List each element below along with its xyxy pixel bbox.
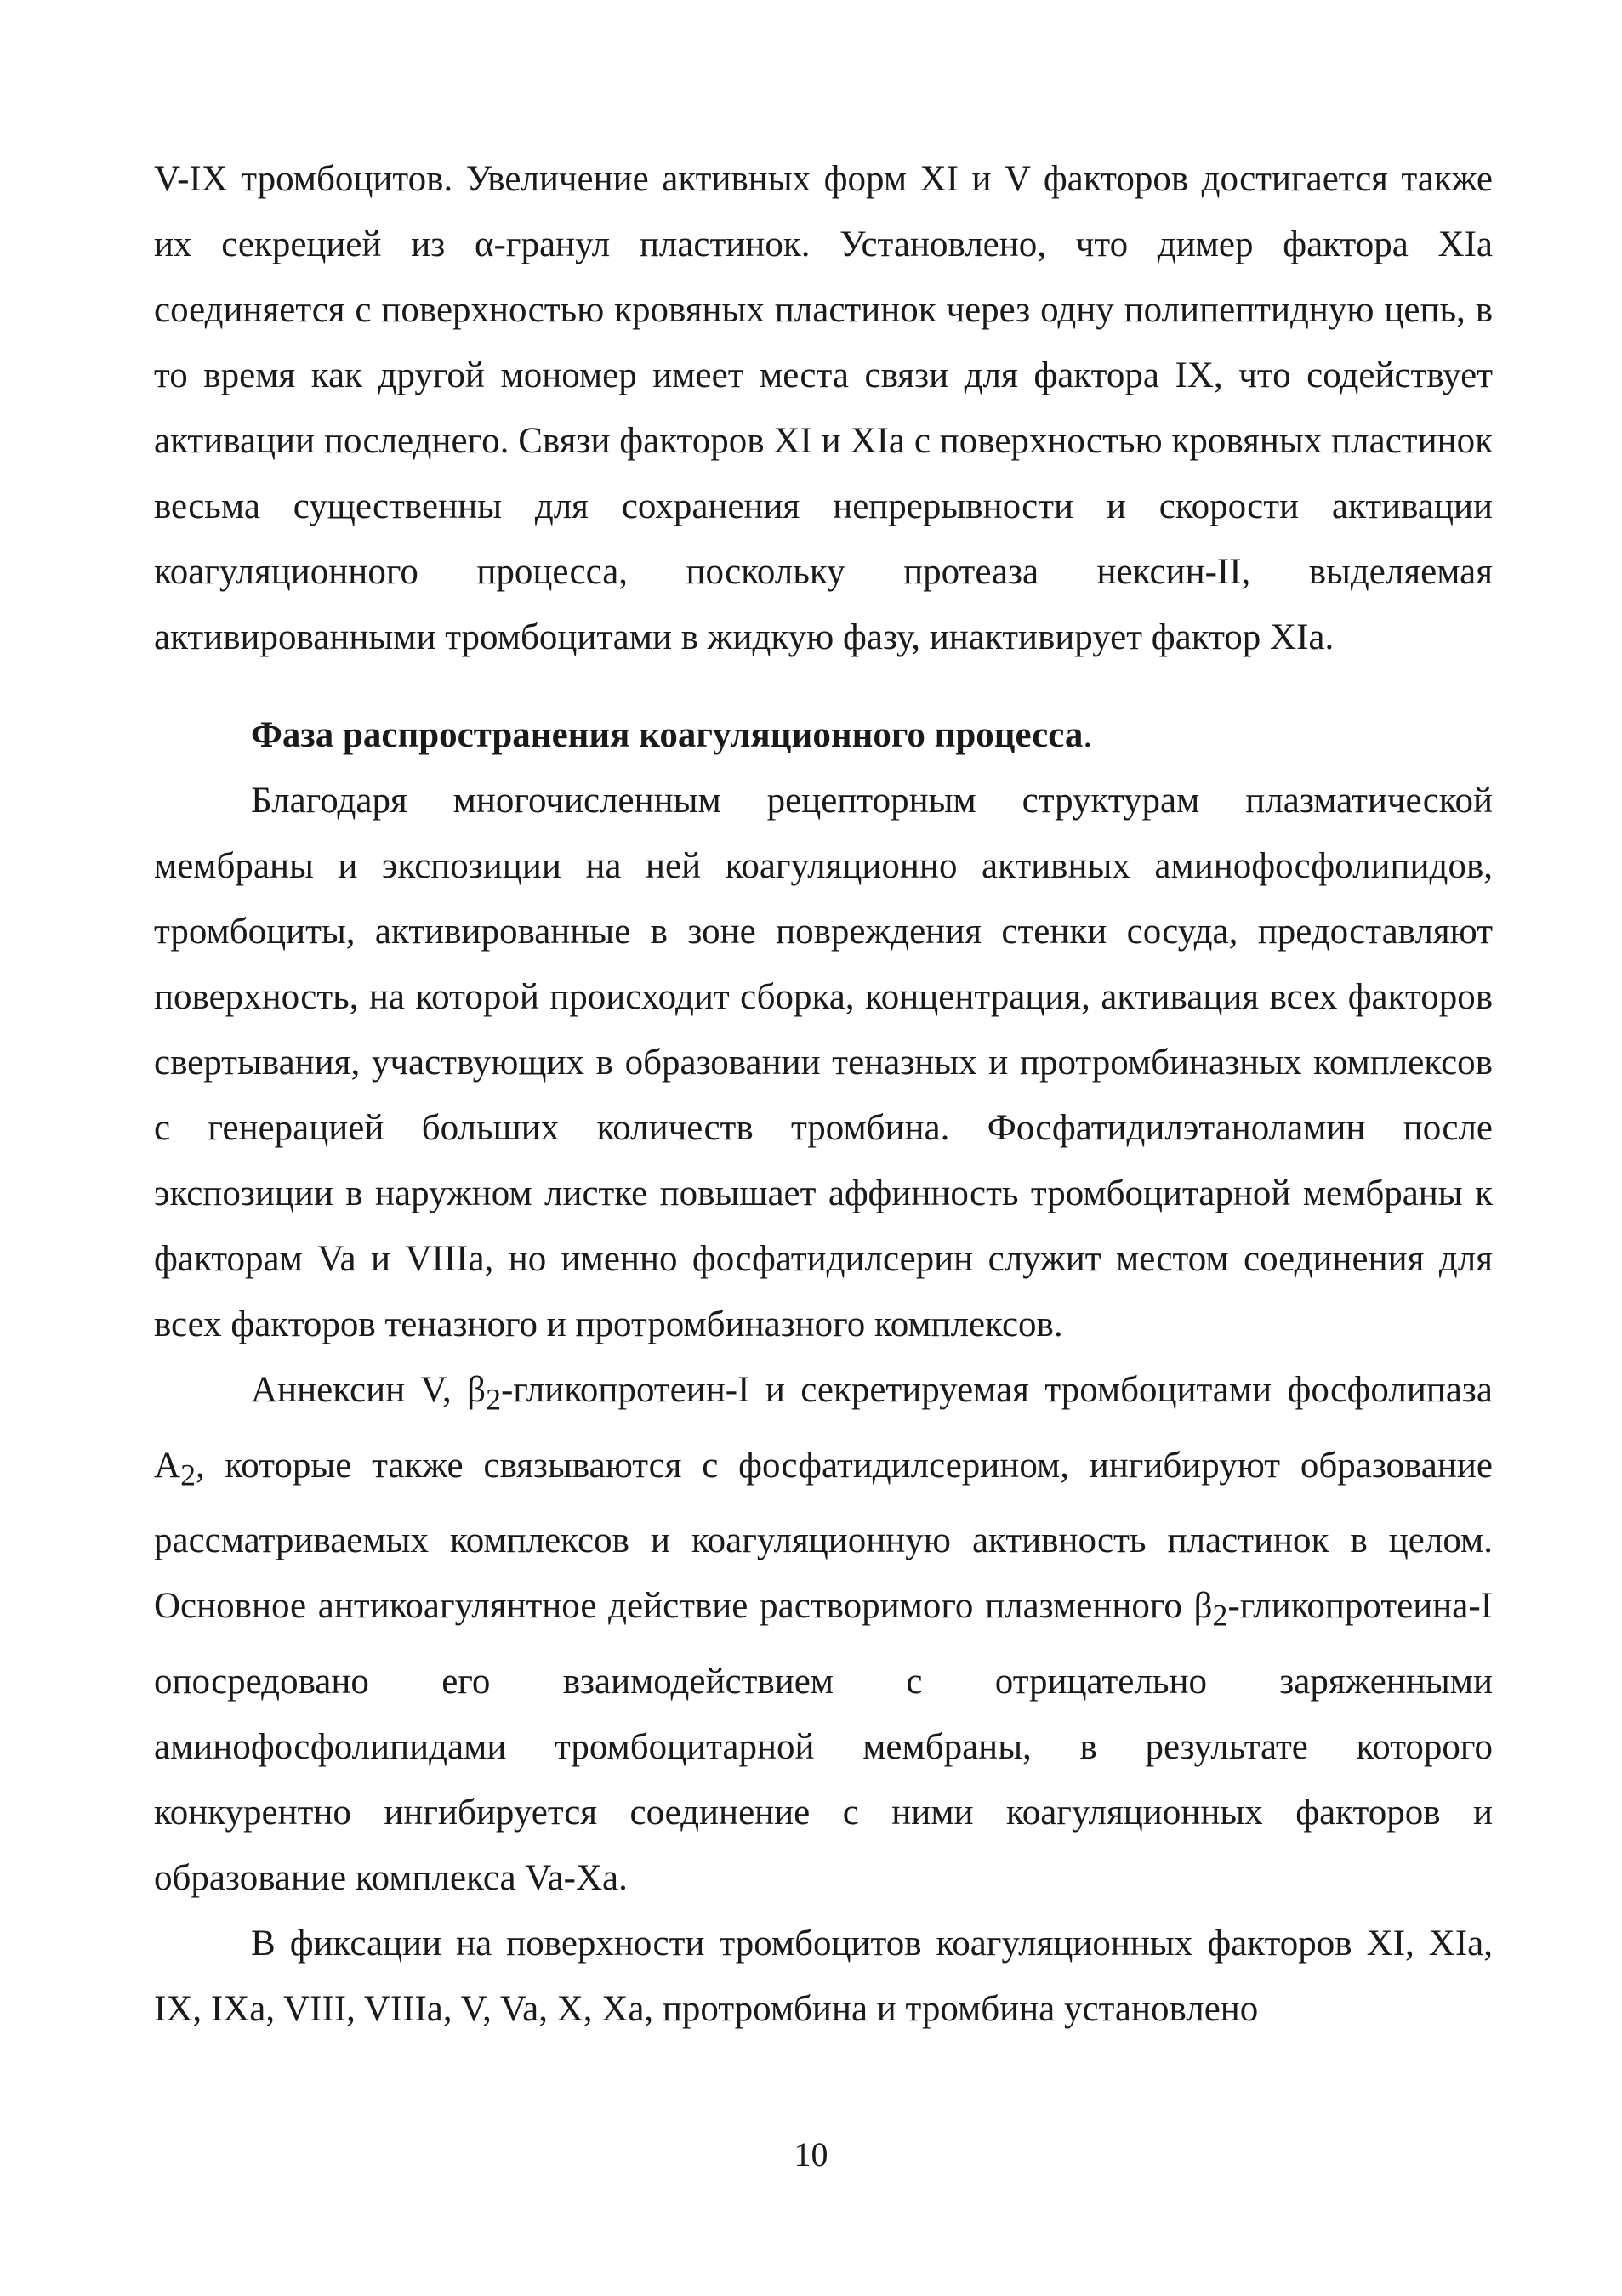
section-heading-punct: . [1083,715,1093,755]
paragraph-2: Благодаря многочисленным рецепторным структурам плазматической мембраны и экспозиции на ней коагуляционно активных аминофосфолипидов, тромбоциты, активированные в зоне повреждения стенки сосуда, предоставляют поверхность, на которой происходит сборка, концентрация, активация всех факторов свертывания, участвующих в образовании теназных и протромбиназных комплексов с генерацией больших количеств тромбина. Фосфатидилэтаноламин после экспозиции в наружном листке повышает аффинность тромбоцитарной мембраны к факторам Va и VIIIa, но именно фосфатидилсерин служит местом соединения для всех факторов теназного и протромбиназного комплексов. [154,781,1493,1344]
paragraph-1: V-IX тромбоцитов. Увеличение активных форм XI и V факторов достигается также их секрецией из α-гранул пластинок. Установлено, что димер фактора XIa соединяется с поверхностью кровяных пластинок через одну полипептидную цепь, в то время как другой мономер имеет места связи для фактора IX, что содействует активации последнего. Связи факторов XI и XIa с поверхностью кровяных пластинок весьма существенны для сохранения непрерывности и скорости активации коагуляционного процесса, поскольку протеаза нексин-II, выделяемая активированными тромбоцитами в жидкую фазу, инактивирует фактор XIa. [154,159,1493,657]
body-text [154,146,1493,2042]
page-number: 10 [794,2135,828,2174]
paragraph-3: Аннексин V, $\beta_2-гликопротеин-I$ и секретируемая тромбоцитами фосфолипаза $A_2$, которые также связываются с фосфатидилсерином, ингибируют образование рассматриваемых комплексов и коагуляционную активность пластинок в целом. Основное антикоагулянтное действие растворимого плазменного $\beta_2-гликопротеина-I$ опосредовано его взаимодействием с отрицательно заряженными аминофосфолипидами тромбоцитарной мембраны, в результате которого конкурентно ингибируется соединение с ними коагуляционных факторов и образование комплекса Va-Xa. [154,1370,1493,1898]
section-heading [154,702,1493,768]
section-heading-text: Фаза распространения коагуляционного процесса [251,715,1084,755]
paragraph-4: В фиксации на поверхности тромбоцитов коагуляционных факторов XI, XIa, IX, IXa, VIII, VIIIa, V, Va, X, Xa, протромбина и тромбина установлено [154,1923,1493,2029]
